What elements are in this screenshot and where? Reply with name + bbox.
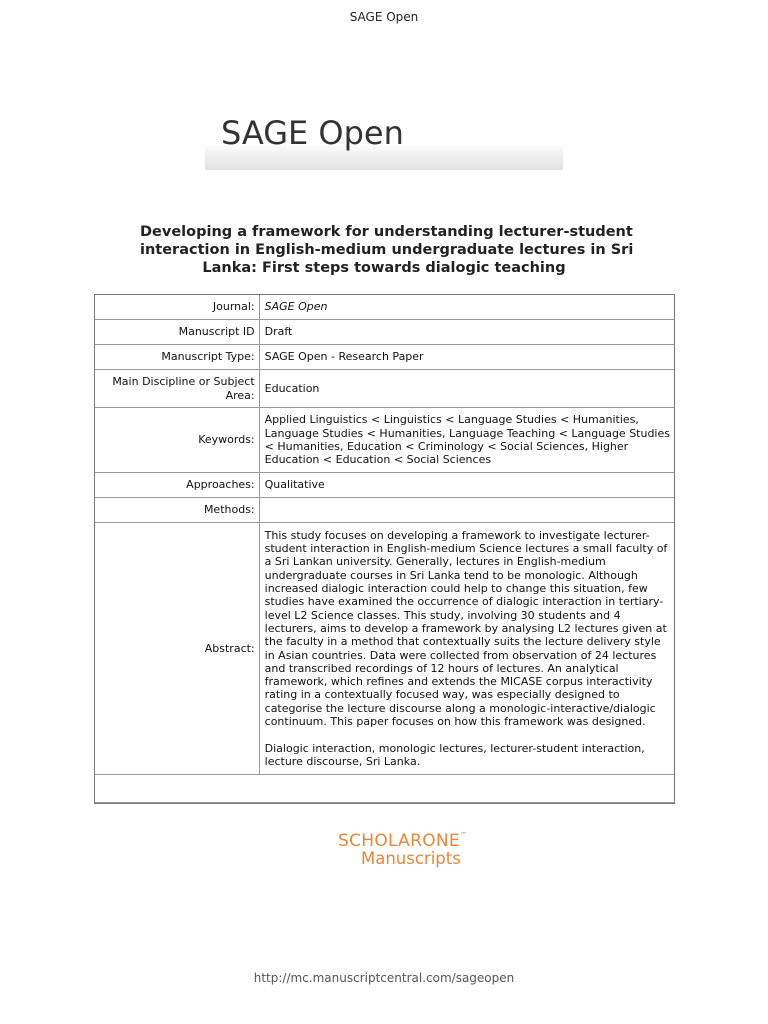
abstract-line: increased dialogic interaction could help to change this situation, few — [264, 582, 648, 596]
discipline-value: Education — [259, 370, 674, 408]
approaches-label: Approaches: — [95, 473, 260, 498]
scholarone-logo — [338, 831, 478, 868]
methods-value — [259, 498, 674, 523]
keywords-line: Applied Linguistics < Linguistics < Language Studies < Humanities, — [264, 413, 639, 427]
footer-url: http://mc.manuscriptcentral.com/sageopen — [253, 971, 515, 985]
abstract-line: lecturers, aims to develop a framework by analysing L2 lectures given at — [264, 621, 667, 635]
abstract-line: student interaction in English-medium Science lectures a small faculty of — [264, 542, 668, 556]
banner-title: SAGE Open — [221, 114, 404, 152]
paper-title — [140, 223, 634, 277]
discipline-label-line: Main Discipline or Subject — [112, 375, 255, 389]
methods-label: Methods: — [95, 498, 260, 523]
discipline-label-line: Area: — [225, 388, 255, 402]
abstract-keywords-line: lecture discourse, Sri Lanka. — [264, 754, 421, 768]
abstract-line: a Sri Lankan university. Generally, lectures in English-medium — [264, 555, 606, 569]
table-row — [95, 523, 675, 775]
title-line: Developing a framework for understanding lecturer-student — [140, 224, 633, 240]
abstract-line: framework, which refines and extends the MICASE corpus interactivity — [264, 675, 653, 689]
logo-scholar-text: SCHOLAR — [338, 831, 423, 851]
keywords-value — [259, 408, 674, 473]
manuscript-metadata-table — [94, 294, 675, 803]
journal-label: Journal: — [95, 295, 260, 320]
abstract-label: Abstract: — [95, 523, 260, 775]
keywords-line: Education < Education < Social Sciences — [264, 453, 492, 467]
manuscript-id-value: Draft — [259, 320, 674, 345]
abstract-value — [259, 523, 674, 775]
abstract-keywords-line: Dialogic interaction, monologic lectures, lecturer-student interaction, — [264, 741, 645, 755]
abstract-line: continuum. This paper focuses on how this framework was designed. — [264, 714, 646, 728]
table-row — [95, 320, 675, 345]
logo-top-line — [338, 831, 478, 851]
journal-value: SAGE Open — [259, 295, 674, 320]
logo-manuscripts-text: Manuscripts — [361, 849, 461, 868]
abstract-line: in Asian countries. Data were collected from observation of 24 lectures — [264, 648, 657, 662]
manuscript-type-value: SAGE Open - Research Paper — [259, 345, 674, 370]
manuscript-id-label: Manuscript ID — [95, 320, 260, 345]
journal-banner — [205, 110, 563, 170]
abstract-line: the faculty in a method that contextually suits the lecture delivery style — [264, 635, 661, 649]
table-row — [95, 498, 675, 523]
table-row-empty — [95, 775, 675, 803]
table-row — [95, 408, 675, 473]
manuscript-type-label: Manuscript Type: — [95, 345, 260, 370]
table-row — [95, 473, 675, 498]
abstract-line: undergraduate courses in Sri Lanka tend to be monologic. Although — [264, 568, 638, 582]
logo-one-text: ONE — [422, 831, 460, 851]
title-line: Lanka: First steps towards dialogic teaching — [202, 260, 566, 276]
running-header: SAGE Open — [349, 10, 419, 24]
discipline-label — [95, 370, 260, 408]
approaches-value: Qualitative — [259, 473, 674, 498]
abstract-line: This study focuses on developing a framework to investigate lecturer- — [264, 528, 650, 542]
abstract-paragraph-gap — [265, 728, 670, 741]
abstract-line: and transcribed recordings of 12 hours of lectures. An analytical — [264, 661, 619, 675]
keywords-label: Keywords: — [95, 408, 260, 473]
table-row — [95, 370, 675, 408]
abstract-line: studies have examined the occurrence of dialogic interaction in tertiary- — [264, 595, 664, 609]
table-row — [95, 295, 675, 320]
logo-trademark: ™ — [459, 831, 468, 839]
abstract-line: rating in a contextually focused way, was especially designed to — [264, 688, 620, 702]
table-row — [95, 345, 675, 370]
abstract-line: level L2 Science classes. This study, involving 30 students and 4 — [264, 608, 621, 622]
keywords-line: < Humanities, Education < Criminology < Social Sciences, Higher — [264, 440, 629, 453]
title-line: interaction in English-medium undergraduate lectures in Sri — [140, 242, 634, 258]
abstract-line: categorise the lecture discourse along a monologic-interactive/dialogic — [264, 701, 656, 715]
keywords-line: Language Studies < Humanities, Language Teaching < Language Studies — [264, 426, 670, 440]
empty-cell — [95, 775, 675, 803]
